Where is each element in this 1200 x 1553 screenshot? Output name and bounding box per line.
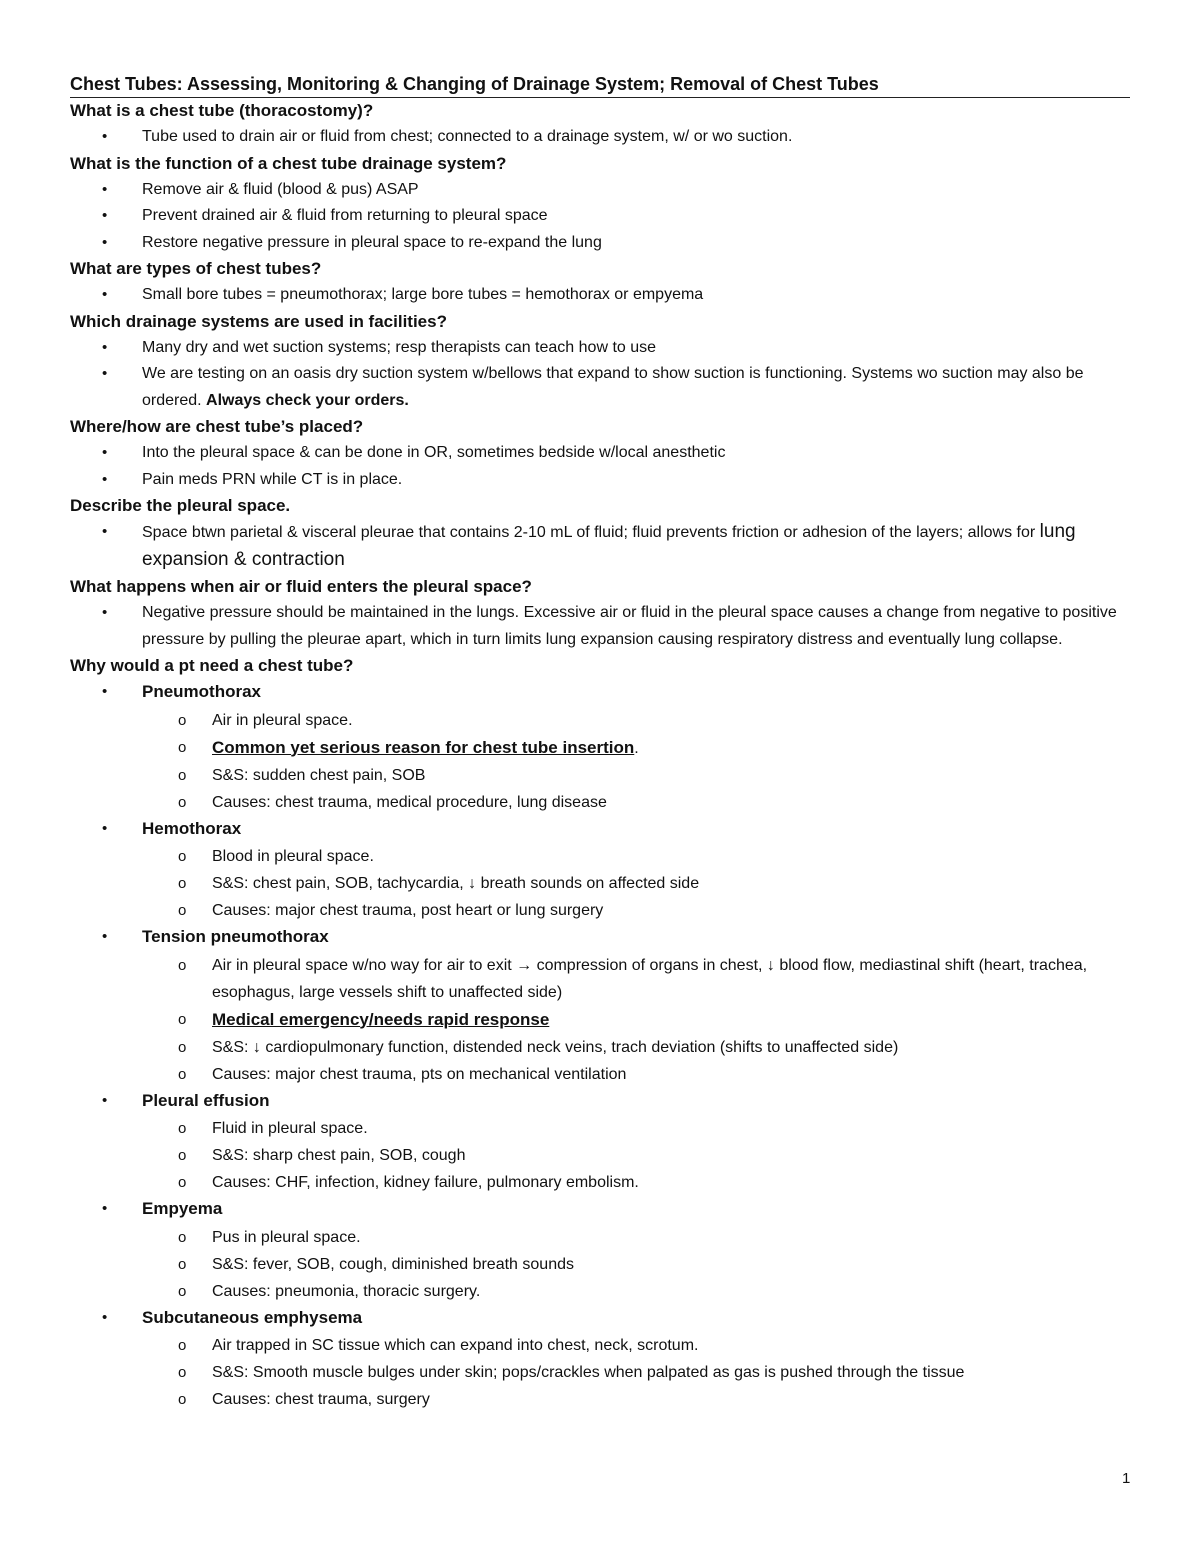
- sub-list-item: o Causes: chest trauma, medical procedure, lung disease: [70, 789, 1130, 816]
- sub-bullet-icon: o: [178, 711, 187, 729]
- sub-list-item: o S&S: sudden chest pain, SOB: [70, 762, 1130, 789]
- sub-bullet-icon: o: [178, 1147, 187, 1164]
- sub-list-item: o Causes: CHF, infection, kidney failure, pulmonary embolism.: [70, 1169, 1130, 1196]
- sub-list-item: o S&S: fever, SOB, cough, diminished breath sounds: [70, 1251, 1130, 1278]
- sub-bullet-icon: o: [178, 738, 187, 756]
- question-heading: Which drainage systems are used in facilities?: [70, 311, 447, 331]
- sub-list-item: o Causes: pneumonia, thoracic surgery.: [70, 1278, 1130, 1305]
- condition-label: Tension pneumothorax: [142, 927, 329, 946]
- question-heading: What are types of chest tubes?: [70, 259, 322, 278]
- bullet-icon: •: [102, 338, 108, 356]
- sub-list: [142, 952, 1130, 1088]
- question-heading: Where/how are chest tube’s placed?: [70, 417, 364, 436]
- list-item: • Negative pressure should be maintained in the lungs. Excessive air or fluid in the pleural space causes a change from negative to positive pressure by pulling the pleurae apart, which in turn limits lung expansion causing respiratory distress and eventually lung collapse.: [70, 600, 1130, 653]
- bullet-icon: •: [102, 207, 108, 224]
- sub-list: [142, 707, 1130, 816]
- list-item: • Many dry and wet suction systems; resp therapists can teach how to use: [70, 335, 1130, 362]
- sub-list-item: o Air trapped in SC tissue which can expand into chest, neck, scrotum.: [70, 1332, 1130, 1359]
- sub-bullet-icon: o: [178, 1337, 187, 1354]
- bullet-icon: •: [102, 1091, 108, 1109]
- page-number: 1: [1122, 1470, 1131, 1487]
- bullet-icon: •: [102, 1308, 108, 1326]
- condition-label: Pneumothorax: [142, 682, 262, 701]
- bullet-icon: •: [102, 928, 108, 945]
- bullet-icon: •: [102, 819, 108, 837]
- sub-list-item: o Causes: major chest trauma, post heart or lung surgery: [70, 897, 1130, 924]
- sub-bullet-icon: o: [178, 875, 187, 892]
- bullet-icon: •: [102, 180, 108, 198]
- bullet-icon: •: [102, 683, 108, 700]
- bullet-icon: •: [102, 365, 108, 382]
- bullet-icon: •: [102, 470, 108, 488]
- list-item: • Restore negative pressure in pleural space to re-expand the lung: [70, 230, 1130, 257]
- bullet-list: [70, 519, 1130, 574]
- bullet-list: [70, 335, 1130, 415]
- sub-bullet-icon: o: [178, 1065, 187, 1083]
- document-page: [70, 72, 1130, 1413]
- bullet-icon: •: [102, 444, 108, 461]
- sub-bullet-icon: o: [178, 1010, 187, 1028]
- list-item: • We are testing on an oasis dry suction system w/bellows that expand to show suction is functioning. Systems wo suction may also be ordered. Always check your orders.: [70, 361, 1130, 414]
- condition-label: Subcutaneous emphysema: [142, 1307, 363, 1327]
- sub-list-item: o Air in pleural space w/no way for air to exit → compression of organs in chest, ↓ blood flow, mediastinal shift (heart, trachea, esophagus, large vessels shift to unaffected side): [70, 952, 1130, 1006]
- sub-list-item: o Fluid in pleural space.: [70, 1115, 1130, 1142]
- sub-bullet-icon: o: [178, 1174, 187, 1191]
- condition-item-hemothorax: [70, 816, 1130, 925]
- sub-bullet-icon: o: [178, 1038, 187, 1056]
- list-item: • Prevent drained air & fluid from returning to pleural space: [70, 203, 1130, 230]
- list-item: • Small bore tubes = pneumothorax; large bore tubes = hemothorax or empyema: [70, 282, 1130, 309]
- bullet-icon: •: [102, 286, 108, 303]
- sub-bullet-icon: o: [178, 956, 187, 974]
- question-heading: What is the function of a chest tube drainage system?: [70, 153, 507, 173]
- sub-bullet-icon: o: [178, 1120, 187, 1137]
- condition-item-subcutaneous-emphysema: [70, 1305, 1130, 1414]
- condition-item-empyema: [70, 1196, 1130, 1305]
- list-item: • Space btwn parietal & visceral pleurae that contains 2-10 mL of fluid; fluid prevents friction or adhesion of the layers; allows for lung expansion & contraction: [102, 521, 1076, 570]
- bullet-icon: •: [102, 128, 108, 145]
- sub-list-item: [70, 1006, 1130, 1034]
- bullet-list: [70, 282, 1130, 309]
- sub-list: [142, 1115, 1130, 1196]
- underlined-emphasis: Common yet serious reason for chest tube insertion: [212, 737, 635, 757]
- list-item: • Into the pleural space & can be done in OR, sometimes bedside w/local anesthetic: [70, 440, 1130, 467]
- bullet-icon: •: [102, 233, 108, 251]
- sub-bullet-icon: o: [178, 1228, 187, 1246]
- sub-list-item: o Pus in pleural space.: [70, 1224, 1130, 1251]
- bullet-list: [70, 440, 1130, 493]
- sub-bullet-icon: o: [178, 766, 187, 784]
- sub-bullet-icon: o: [178, 1391, 187, 1408]
- sub-bullet-icon: o: [178, 848, 187, 865]
- emphasis-text: Always check your orders.: [206, 391, 409, 409]
- list-item: • Tube used to drain air or fluid from chest; connected to a drainage system, w/ or wo suction.: [70, 124, 1130, 151]
- sub-bullet-icon: o: [178, 1255, 187, 1273]
- underlined-emphasis: Medical emergency/needs rapid response: [212, 1009, 550, 1029]
- list-item: • Remove air & fluid (blood & pus) ASAP: [70, 177, 1130, 204]
- condition-item-pleural-effusion: [70, 1088, 1130, 1197]
- list-item: • Pain meds PRN while CT is in place.: [70, 467, 1130, 494]
- sub-bullet-icon: o: [178, 793, 187, 811]
- document-title: Chest Tubes: Assessing, Monitoring & Changing of Drainage System; Removal of Chest Tubes: [70, 72, 1130, 98]
- sub-list: [142, 843, 1130, 924]
- sub-bullet-icon: o: [178, 1364, 187, 1381]
- sub-list-item: o Air in pleural space.: [70, 707, 1130, 734]
- condition-item-pneumothorax: [70, 679, 1130, 816]
- condition-label: Empyema: [142, 1199, 223, 1218]
- sub-list-item: o S&S: ↓ cardiopulmonary function, distended neck veins, trach deviation (shifts to unaffected side): [70, 1034, 1130, 1061]
- sub-list-item: o Causes: major chest trauma, pts on mechanical ventilation: [70, 1061, 1130, 1088]
- condition-label: Hemothorax: [142, 818, 242, 838]
- sub-list-item: o S&S: sharp chest pain, SOB, cough: [70, 1142, 1130, 1169]
- question-heading: What is a chest tube (thoracostomy)?: [70, 101, 374, 120]
- question-heading: Why would a pt need a chest tube?: [70, 656, 354, 675]
- sub-list-item: o Common yet serious reason for chest tube insertion.: [70, 734, 1130, 762]
- sub-bullet-icon: o: [178, 1282, 187, 1300]
- sub-bullet-icon: o: [178, 902, 187, 919]
- sub-list-item: o S&S: Smooth muscle bulges under skin; pops/crackles when palpated as gas is pushed through the tissue: [70, 1359, 1130, 1386]
- bullet-icon: •: [102, 604, 108, 621]
- bullet-list: [70, 124, 1130, 151]
- sub-list-item: o Blood in pleural space.: [70, 843, 1130, 870]
- condition-label: Pleural effusion: [142, 1090, 270, 1110]
- condition-item-tension-pneumothorax: [70, 924, 1130, 1088]
- large-text: lung expansion & contraction: [142, 521, 1076, 570]
- sub-list-item: o S&S: chest pain, SOB, tachycardia, ↓ breath sounds on affected side: [70, 870, 1130, 897]
- bullet-icon: •: [102, 1200, 108, 1217]
- bullet-list: [70, 600, 1130, 653]
- question-heading: Describe the pleural space.: [70, 496, 291, 515]
- sub-list: [142, 1224, 1130, 1305]
- bullet-list: [70, 679, 1130, 1413]
- sub-list-item: o Causes: chest trauma, surgery: [70, 1386, 1130, 1413]
- sub-list: [142, 1332, 1130, 1413]
- bullet-list: [70, 177, 1130, 257]
- question-heading: What happens when air or fluid enters the pleural space?: [70, 577, 532, 596]
- bullet-icon: •: [102, 523, 108, 540]
